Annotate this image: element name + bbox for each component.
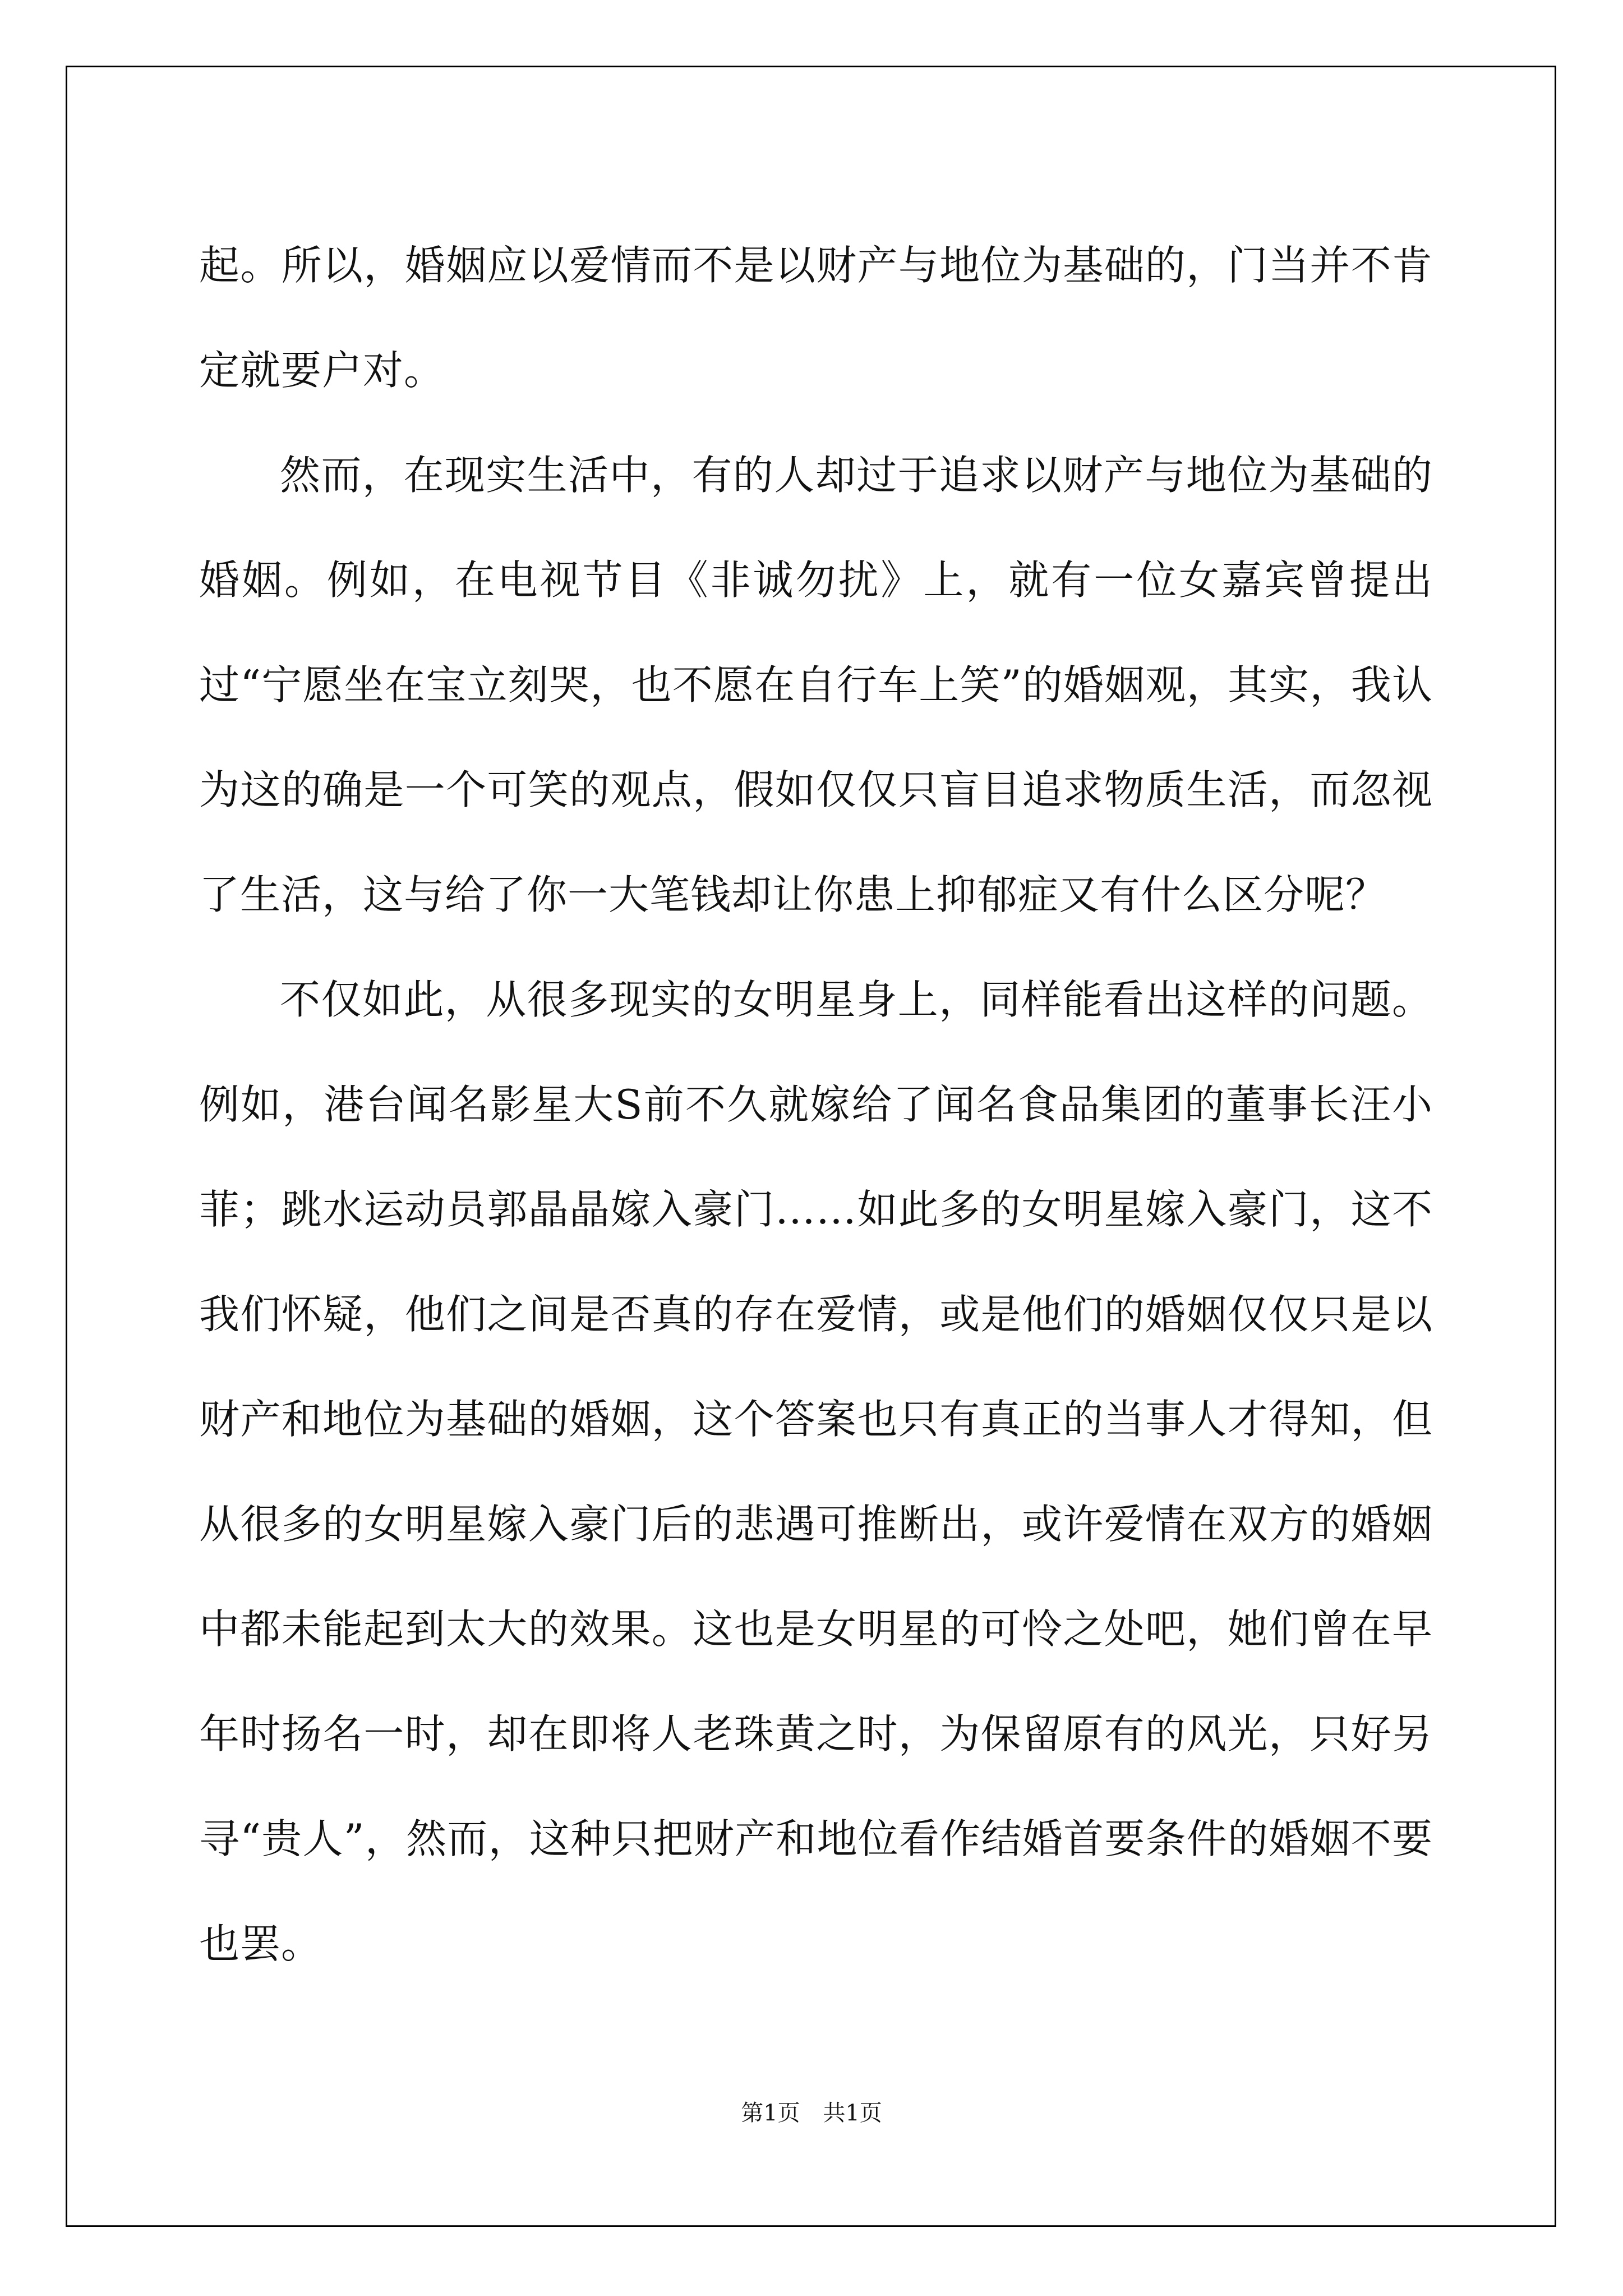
paragraph-3: 不仅如此，从很多现实的女明星身上，同样能看出这样的问题。例如，港台闻名影星大S前不久就嫁给了闻名食品集团的董事长汪小菲；跳水运动员郭晶晶嫁入豪门……如此多的女明星嫁入豪门，这不我们怀疑，他们之间是否真的存在爱情，或是他们的婚姻仅仅只是以财产和地位为基础的婚姻，这个答案也只有真正的当事人才得知，但从很多的女明星嫁入豪门后的悲遇可推断出，或许爱情在双方的婚姻中都未能起到太大的效果。这也是女明星的可怜之处吧，她们曾在早年时扬名一时，却在即将人老珠黄之时，为保留原有的风光，只好另寻“贵人”，然而，这种只把财产和地位看作结婚首要条件的婚姻不要也罢。 — [199, 976, 1433, 1967]
document-body — [199, 213, 1433, 1996]
paragraph-2: 然而，在现实生活中，有的人却过于追求以财产与地位为基础的婚姻。例如，在电视节目《非诚勿扰》上，就有一位女嘉宾曾提出过“宁愿坐在宝立刻哭，也不愿在自行车上笑”的婚姻观，其实，我认为这的确是一个可笑的观点，假如仅仅只盲目追求物质生活，而忽视了生活，这与给了你一大笔钱却让你患上抑郁症又有什么区分呢？ — [199, 452, 1433, 918]
page-footer — [0, 2095, 1623, 2127]
page-count: 共1页 — [823, 2100, 882, 2126]
paragraph-1: 起。所以，婚姻应以爱情而不是以财产与地位为基础的，门当并不肯定就要户对。 — [199, 242, 1433, 394]
page-number: 第1页 — [741, 2100, 800, 2126]
